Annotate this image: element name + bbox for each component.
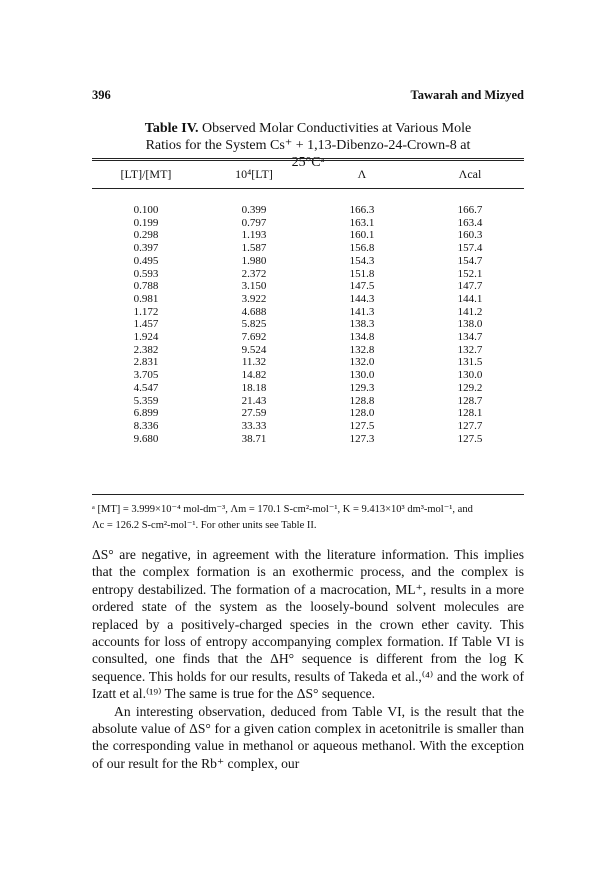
- table-cell: 18.18: [241, 381, 267, 394]
- table-cell: 2.831: [133, 356, 159, 369]
- table-cell: 160.3: [457, 229, 483, 242]
- table-header-row: [92, 167, 524, 182]
- table-cell: 160.1: [349, 229, 375, 242]
- table-cell: 144.1: [457, 292, 483, 305]
- table-cell: 147.5: [349, 280, 375, 293]
- table-cell: 128.0: [349, 407, 375, 420]
- table-cell: 2.382: [133, 343, 159, 356]
- table-row: [92, 242, 524, 255]
- table-cell: 3.705: [133, 369, 159, 382]
- column-header: 10⁴[LT]: [235, 167, 273, 181]
- table-row: [92, 306, 524, 319]
- table-cell: 166.7: [457, 204, 483, 216]
- header-rule: [92, 188, 524, 189]
- table-row: [92, 331, 524, 344]
- table-cell: 128.8: [349, 394, 375, 407]
- table-cell: 127.5: [349, 419, 375, 432]
- table-cell: 132.7: [457, 343, 483, 356]
- table-cell: 128.7: [457, 394, 483, 407]
- table-row: [92, 229, 524, 242]
- table-cell: 130.0: [457, 369, 483, 382]
- table-cell: 144.3: [349, 292, 375, 305]
- table-cell: 154.7: [457, 254, 483, 267]
- table-cell: 1.587: [241, 242, 267, 255]
- table-cell: 4.688: [241, 305, 267, 318]
- table-cell: 130.0: [349, 369, 375, 382]
- table-cell: 38.71: [241, 432, 267, 445]
- table-cell: 141.2: [457, 305, 483, 318]
- table-cell: 27.59: [241, 407, 267, 420]
- table-cell: 4.547: [133, 381, 159, 394]
- table-cell: 132.0: [349, 356, 375, 369]
- table-row: [92, 280, 524, 293]
- table-cell: 3.922: [241, 292, 267, 305]
- page-header: [92, 88, 524, 103]
- table-cell: 156.8: [349, 242, 375, 255]
- table-cell: 5.825: [241, 318, 267, 331]
- paragraph: ΔS° are negative, in agreement with the literature information. This implies that the complex formation is an exothermic process, and the complex is entropy destabilized. The formation of a macrocation, ML⁺, results in a more ordered state of the system as the loosely-bound solvent molecules are replaced by a positively-charged species in the crown ether cavity. This accounts for loss of entropy accompanying complex formation. If Table VI is consulted, one finds that the ΔH° sequence is different from the log K sequence. This holds for our results, results of Takeda et al.,⁽⁴⁾ and the work of Izatt et al.⁽¹⁹⁾ The same is true for the ΔS° sequence.: [92, 547, 524, 702]
- table-row: [92, 407, 524, 420]
- table-row: [92, 395, 524, 408]
- table-cell: 138.3: [349, 318, 375, 331]
- page-number: 396: [92, 88, 111, 102]
- table-cell: 1.193: [241, 229, 267, 242]
- table-bottom-rule: [92, 494, 524, 495]
- table-cell: 7.692: [241, 331, 267, 344]
- table-cell: 14.82: [241, 369, 267, 382]
- table-row: [92, 382, 524, 395]
- table-top-rule: [92, 158, 524, 161]
- table-cell: 154.3: [349, 254, 375, 267]
- table-cell: 138.0: [457, 318, 483, 331]
- table-cell: 163.4: [457, 216, 483, 229]
- table-cell: 128.1: [457, 407, 483, 420]
- footnote-line: ᵃ [MT] = 3.999×10⁻⁴ mol-dm⁻³, Λm = 170.1 S-cm²-mol⁻¹, K = 9.413×10³ dm³-mol⁻¹, and: [92, 504, 473, 515]
- table-cell: 1.980: [241, 254, 267, 267]
- column-header: Λcal: [458, 167, 482, 181]
- table-footnote: [92, 502, 532, 534]
- table-cell: 141.3: [349, 305, 375, 318]
- table-cell: 127.7: [457, 419, 483, 432]
- table-cell: 0.797: [241, 216, 267, 229]
- table-cell: 129.3: [349, 381, 375, 394]
- table-cell: 0.495: [133, 254, 159, 267]
- table-cell: 134.8: [349, 331, 375, 344]
- table-cell: 1.172: [133, 305, 159, 318]
- table-row: [92, 293, 524, 306]
- running-authors: Tawarah and Mizyed: [410, 88, 524, 102]
- table-cell: 151.8: [349, 267, 375, 280]
- table-row: [92, 420, 524, 433]
- table-cell: 0.981: [133, 292, 159, 305]
- table-cell: 0.788: [133, 280, 159, 293]
- table-cell: 0.199: [133, 216, 159, 229]
- table-cell: 11.32: [241, 356, 267, 369]
- table-cell: 2.372: [241, 267, 267, 280]
- table-cell: 3.150: [241, 280, 267, 293]
- column-header: [LT]/[MT]: [120, 167, 172, 181]
- footnote-line: Λc = 126.2 S-cm²-mol⁻¹. For other units see Table II.: [92, 520, 317, 531]
- table-cell: 163.1: [349, 216, 375, 229]
- table-cell: 132.8: [349, 343, 375, 356]
- table-cell: 134.7: [457, 331, 483, 344]
- column-header: Λ: [357, 167, 367, 181]
- table-cell: 5.359: [133, 394, 159, 407]
- table-cell: 0.298: [133, 229, 159, 242]
- table-caption: [128, 120, 488, 171]
- table-cell: 152.1: [457, 267, 483, 280]
- table-cell: 33.33: [241, 419, 267, 432]
- table-title: Observed Molar Conductivities at Various Mole Ratios for the System Cs⁺ + 1,13-Dibenzo-24-Crown-8 at 25°Cᵃ: [145, 121, 472, 170]
- table-cell: 0.397: [133, 242, 159, 255]
- table-row: [92, 369, 524, 382]
- table-cell: 129.2: [457, 381, 483, 394]
- data-table: [92, 204, 524, 445]
- table-row: [92, 433, 524, 446]
- table-row: [92, 204, 524, 217]
- table-label: Table IV.: [144, 121, 199, 136]
- paragraph: An interesting observation, deduced from Table VI, is the result that the absolute value of ΔS° for a given cation complex in acetonitrile is smaller than the corresponding value in methanol or aqueous methanol. With the exception of our result for the Rb⁺ complex, our: [92, 703, 524, 771]
- table-row: [92, 217, 524, 230]
- table-cell: 1.924: [133, 331, 159, 344]
- body-text: [92, 546, 524, 772]
- table-row: [92, 318, 524, 331]
- table-cell: 127.3: [349, 432, 375, 445]
- table-cell: 6.899: [133, 407, 159, 420]
- table-row: [92, 356, 524, 369]
- table-cell: 131.5: [457, 356, 483, 369]
- table-cell: 147.7: [457, 280, 483, 293]
- table-row: [92, 344, 524, 357]
- table-cell: 0.100: [133, 204, 159, 216]
- table-cell: 157.4: [457, 242, 483, 255]
- table-cell: 0.593: [133, 267, 159, 280]
- table-row: [92, 268, 524, 281]
- table-cell: 9.524: [241, 343, 267, 356]
- table-cell: 9.680: [133, 432, 159, 445]
- table-cell: 166.3: [349, 204, 375, 216]
- table-cell: 0.399: [241, 204, 267, 216]
- table-cell: 1.457: [133, 318, 159, 331]
- table-cell: 21.43: [241, 394, 267, 407]
- table-row: [92, 255, 524, 268]
- table-cell: 8.336: [133, 419, 159, 432]
- table-cell: 127.5: [457, 432, 483, 445]
